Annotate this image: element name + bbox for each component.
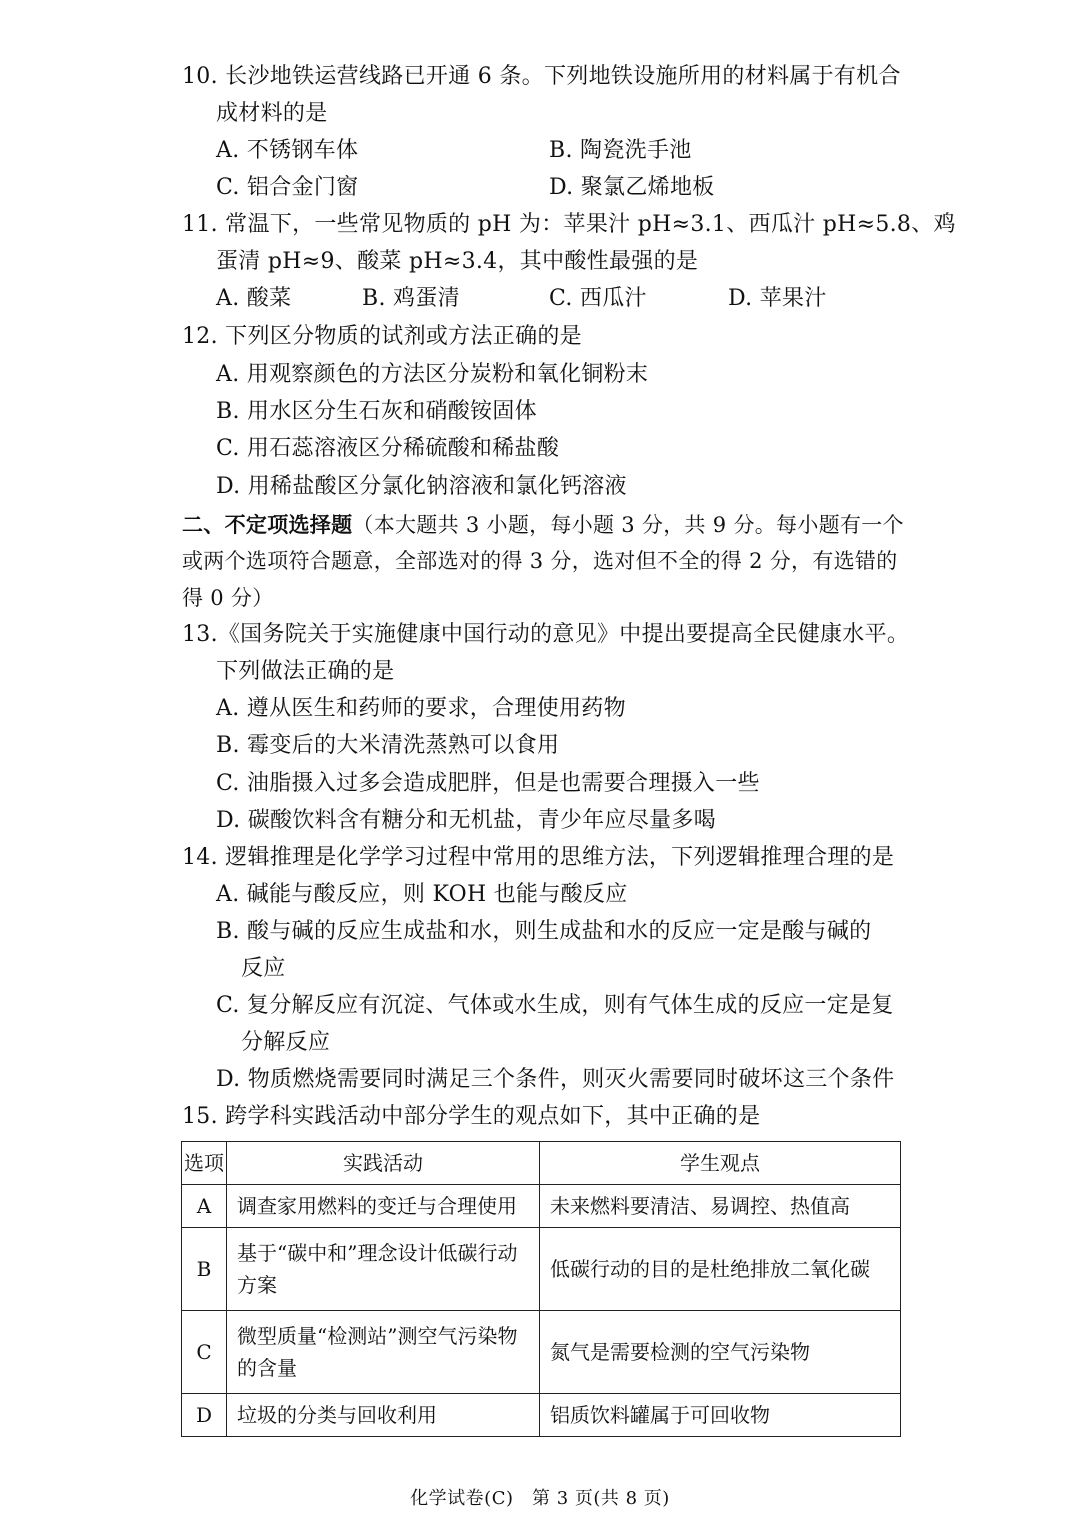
table-cell-activity: 微型质量“检测站”测空气污染物的含量 <box>227 1311 540 1394</box>
q13-option-b: B. 霉变后的大米清洗蒸熟可以食用 <box>216 733 560 758</box>
q10-stem-line2: 成材料的是 <box>216 101 328 126</box>
table-cell-key: A <box>182 1185 227 1228</box>
q12-option-c: C. 用石蕊溶液区分稀硫酸和稀盐酸 <box>216 436 560 461</box>
q13-stem-line1: 13.《国务院关于实施健康中国行动的意见》中提出要提高全民健康水平。 <box>182 622 910 647</box>
table-row <box>182 1311 901 1394</box>
q14-stem: 14. 逻辑推理是化学学习过程中常用的思维方法，下列逻辑推理合理的是 <box>182 845 895 870</box>
q14-option-b-line1: B. 酸与碱的反应生成盐和水，则生成盐和水的反应一定是酸与碱的 <box>216 919 872 944</box>
q10-option-a: A. 不锈钢车体 <box>216 138 359 163</box>
q13-stem-line2: 下列做法正确的是 <box>216 659 395 684</box>
table-cell-key: D <box>182 1394 227 1437</box>
page-footer: 化学试卷(C) 第 3 页(共 8 页) <box>410 1488 670 1509</box>
q11-option-d: D. 苹果汁 <box>728 286 827 311</box>
q13-option-a: A. 遵从医生和药师的要求，合理使用药物 <box>216 696 626 721</box>
section-heading <box>182 510 904 540</box>
table-row <box>182 1228 901 1311</box>
q15-table <box>181 1141 901 1437</box>
table-cell-key: B <box>182 1228 227 1311</box>
table-cell-activity: 垃圾的分类与回收利用 <box>227 1394 540 1437</box>
table-row <box>182 1394 901 1437</box>
table-cell-view: 铝质饮料罐属于可回收物 <box>540 1394 901 1437</box>
q10-option-d: D. 聚氯乙烯地板 <box>549 175 715 200</box>
q10-stem-line1: 10. 长沙地铁运营线路已开通 6 条。下列地铁设施所用的材料属于有机合 <box>182 64 901 89</box>
section-title: 二、不定项选择题 <box>182 512 353 537</box>
table-header-activity: 实践活动 <box>227 1142 540 1185</box>
q13-option-d: D. 碳酸饮料含有糖分和无机盐，青少年应尽量多喝 <box>216 808 717 833</box>
section-desc-3: 得 0 分） <box>182 586 274 610</box>
table-cell-activity: 调查家用燃料的变迁与合理使用 <box>227 1185 540 1228</box>
table-header-view: 学生观点 <box>540 1142 901 1185</box>
q11-option-c: C. 西瓜汁 <box>549 286 647 311</box>
q11-stem-line1: 11. 常温下，一些常见物质的 pH 为：苹果汁 pH≈3.1、西瓜汁 pH≈5.8、鸡 <box>182 212 956 237</box>
section-desc-1: （本大题共 3 小题，每小题 3 分，共 9 分。每小题有一个 <box>352 513 904 537</box>
q12-option-b: B. 用水区分生石灰和硝酸铵固体 <box>216 399 537 424</box>
table-cell-view: 低碳行动的目的是杜绝排放二氧化碳 <box>540 1228 901 1311</box>
q12-option-d: D. 用稀盐酸区分氯化钠溶液和氯化钙溶液 <box>216 474 627 499</box>
q14-option-c-line1: C. 复分解反应有沉淀、气体或水生成，则有气体生成的反应一定是复 <box>216 993 894 1018</box>
table-row <box>182 1185 901 1228</box>
q10-option-c: C. 铝合金门窗 <box>216 175 359 200</box>
section-desc-2: 或两个选项符合题意，全部选对的得 3 分，选对但不全的得 2 分，有选错的 <box>182 549 898 573</box>
q14-option-d: D. 物质燃烧需要同时满足三个条件，则灭火需要同时破坏这三个条件 <box>216 1067 895 1092</box>
q12-stem: 12. 下列区分物质的试剂或方法正确的是 <box>182 324 582 349</box>
q14-option-b-line2: 反应 <box>241 956 286 981</box>
table-cell-key: C <box>182 1311 227 1394</box>
table-header-key: 选项 <box>182 1142 227 1185</box>
table-cell-view: 氮气是需要检测的空气污染物 <box>540 1311 901 1394</box>
table-header-row <box>182 1142 901 1185</box>
table-cell-activity: 基于“碳中和”理念设计低碳行动方案 <box>227 1228 540 1311</box>
q11-option-a: A. 酸菜 <box>216 286 292 311</box>
q14-option-a: A. 碱能与酸反应，则 KOH 也能与酸反应 <box>216 882 628 907</box>
q15-stem: 15. 跨学科实践活动中部分学生的观点如下，其中正确的是 <box>182 1104 761 1129</box>
q12-option-a: A. 用观察颜色的方法区分炭粉和氧化铜粉末 <box>216 362 649 387</box>
q11-stem-line2: 蛋清 pH≈9、酸菜 pH≈3.4，其中酸性最强的是 <box>216 249 699 274</box>
q13-option-c: C. 油脂摄入过多会造成肥胖，但是也需要合理摄入一些 <box>216 771 760 796</box>
table-cell-view: 未来燃料要清洁、易调控、热值高 <box>540 1185 901 1228</box>
q10-option-b: B. 陶瓷洗手池 <box>549 138 692 163</box>
q14-option-c-line2: 分解反应 <box>241 1030 331 1055</box>
q11-option-b: B. 鸡蛋清 <box>362 286 460 311</box>
